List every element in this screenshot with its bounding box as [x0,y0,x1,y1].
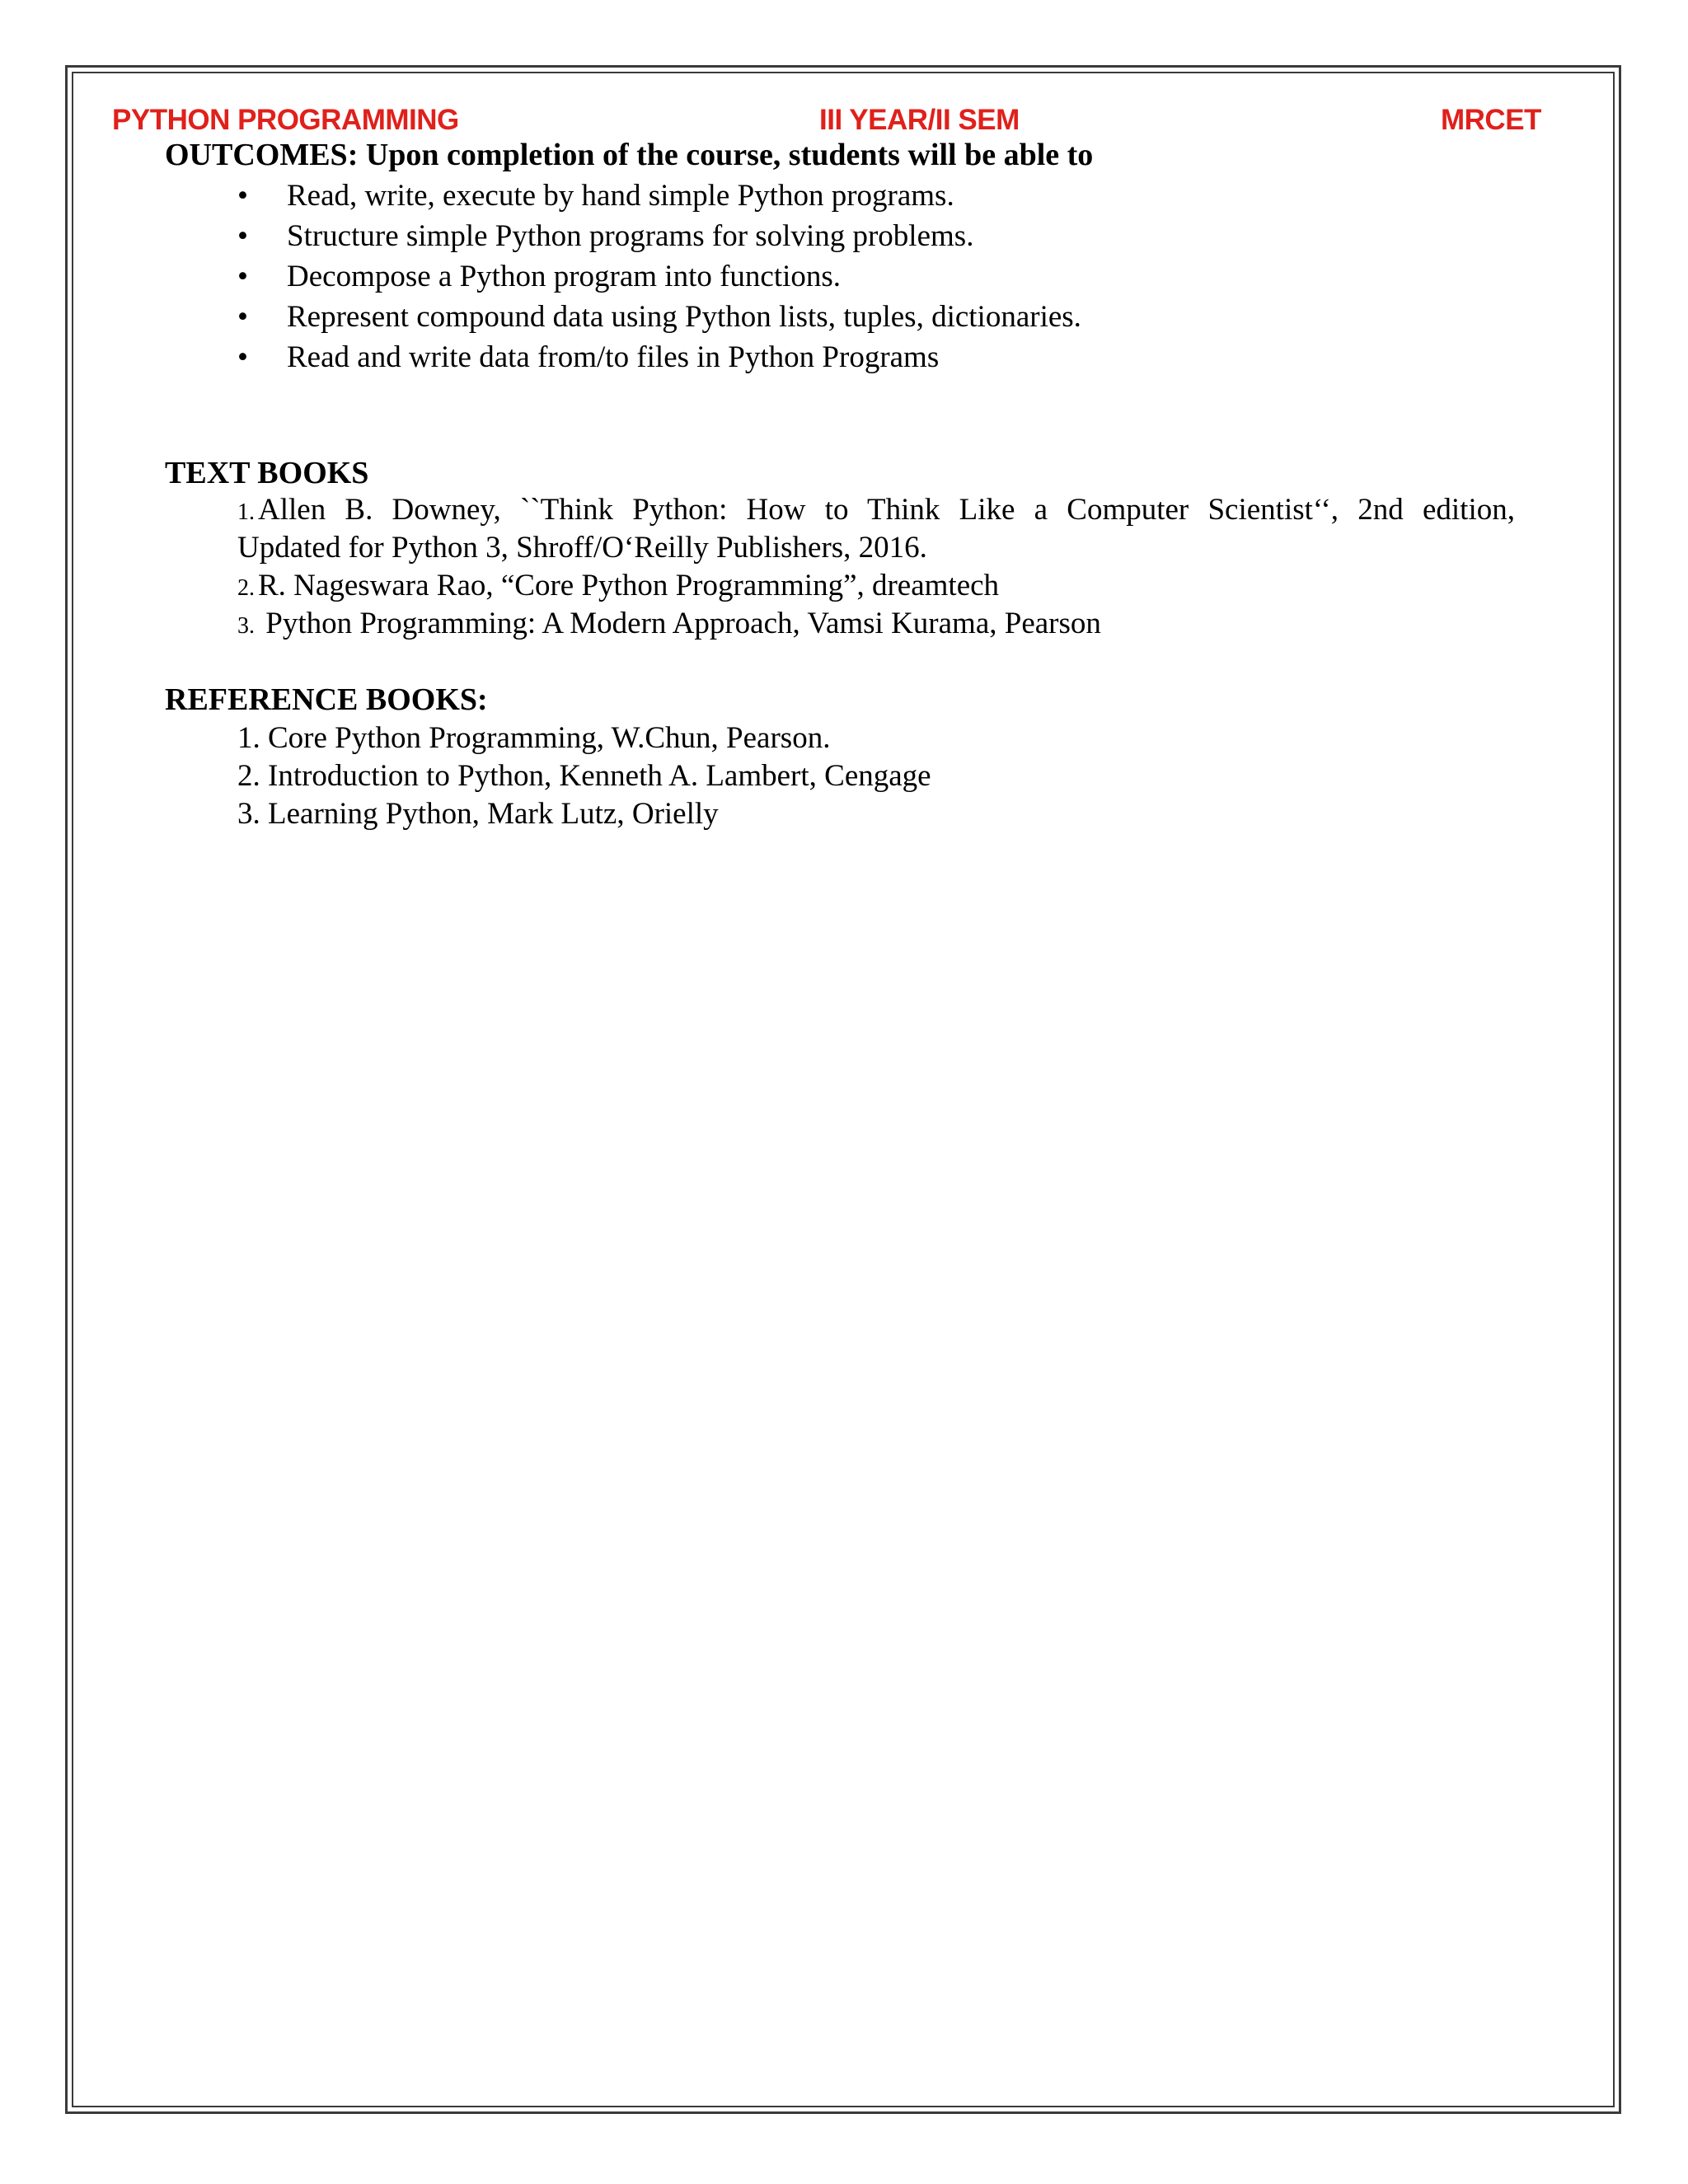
header-year-semester: III YEAR/II SEM [819,104,1020,136]
bullet-icon: • [237,260,248,293]
outcomes-heading: OUTCOMES: Upon completion of the course, students will be able to [165,138,1094,172]
bullet-icon: • [237,340,248,374]
header-course-title: PYTHON PROGRAMMING [112,104,459,136]
text-book-item [237,492,1515,527]
text-books-heading: TEXT BOOKS [165,456,369,490]
list-number: 1. [237,499,255,525]
outcome-item-text: Structure simple Python programs for solving problems. [287,219,974,253]
list-number: 3. [237,613,255,639]
text-book-item [237,568,999,603]
text-book-line: Python Programming: A Modern Approach, Vamsi Kurama, Pearson [258,607,1101,640]
reference-book-item: 2. Introduction to Python, Kenneth A. Lambert, Cengage [237,759,931,793]
text-book-line: Allen B. Downey, ``Think Python: How to Think Like a Computer Scientist‘‘, 2nd edition, [258,493,1515,527]
reference-book-item: 3. Learning Python, Mark Lutz, Orielly [237,797,719,831]
list-number: 2. [237,575,255,601]
outcome-item-text: Represent compound data using Python lists, tuples, dictionaries. [287,300,1081,334]
outcome-item-text: Read and write data from/to files in Python Programs [287,340,940,374]
reference-book-item: 1. Core Python Programming, W.Chun, Pearson. [237,721,831,755]
text-book-item [237,606,1101,641]
text-book-item-continuation: Updated for Python 3, Shroff/O‘Reilly Publishers, 2016. [237,531,927,565]
reference-books-heading: REFERENCE BOOKS: [165,682,488,717]
bullet-icon: • [237,179,248,213]
bullet-icon: • [237,219,248,253]
header-institution: MRCET [1441,104,1541,136]
bullet-icon: • [237,300,248,334]
outcome-item-text: Read, write, execute by hand simple Python programs. [287,179,954,213]
outcome-item-text: Decompose a Python program into functions. [287,260,842,293]
page-border-inner [72,72,1615,2107]
text-book-line: R. Nageswara Rao, “Core Python Programming”, dreamtech [258,569,1000,602]
